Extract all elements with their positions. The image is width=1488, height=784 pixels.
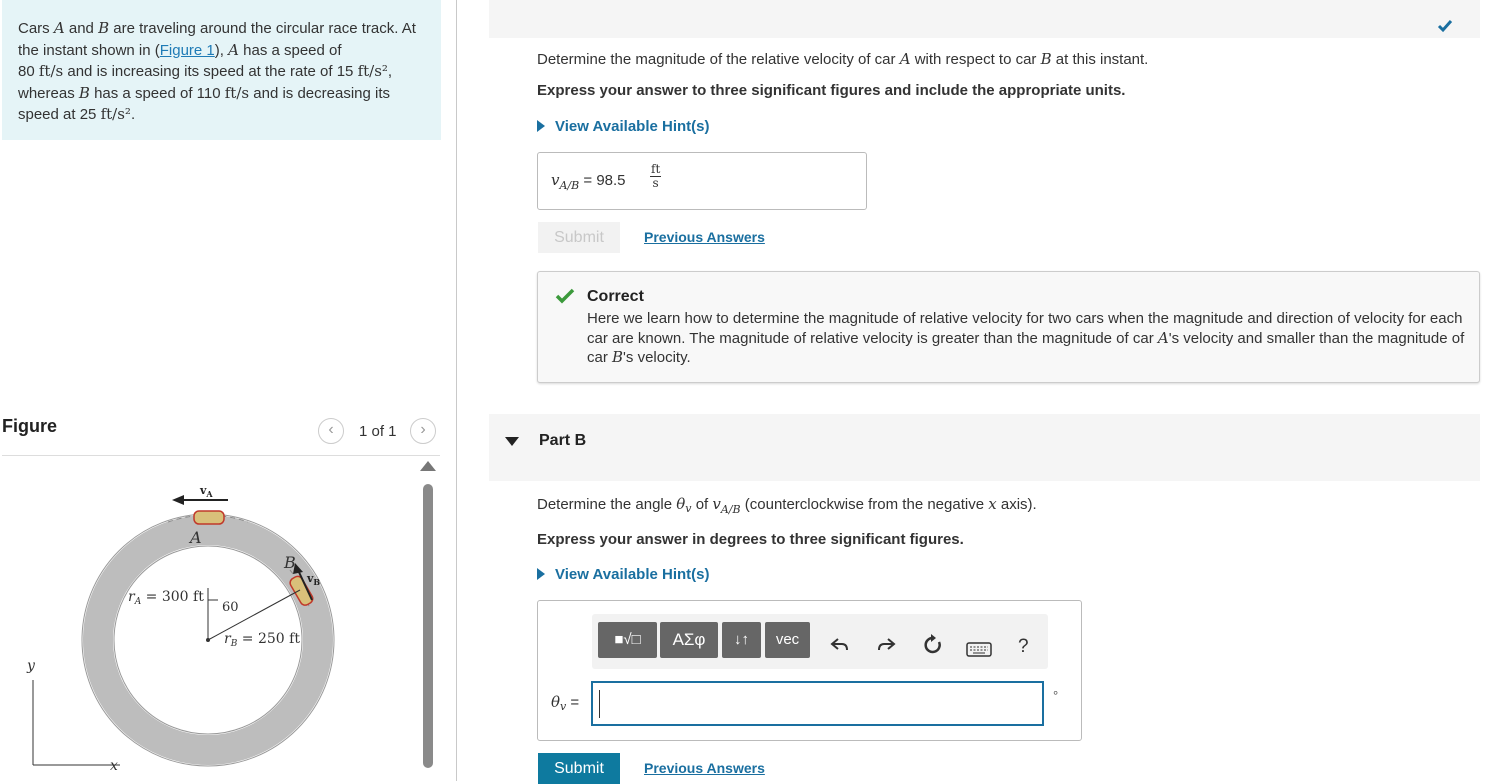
part-a-answer-box[interactable] — [537, 152, 867, 210]
correct-check-icon — [555, 288, 575, 304]
expand-icon — [537, 120, 545, 132]
unit: ft/s — [38, 62, 64, 80]
unit: ft/s² — [357, 62, 388, 80]
part-a-instruction: Express your answer to three significant figures and include the appropriate units. — [537, 82, 1126, 99]
part-b-answer-label: $\theta_v$ = — [551, 693, 580, 713]
part-b-submit-button[interactable]: Submit — [538, 753, 620, 784]
label-vb: $v_B$ — [307, 572, 321, 587]
problem-text: , whereas — [18, 63, 393, 102]
redo-icon[interactable] — [876, 636, 896, 652]
label-y: y — [27, 658, 35, 674]
scroll-up-arrow[interactable] — [420, 461, 436, 471]
arrows-button[interactable]: ↓↑ — [722, 622, 761, 658]
feedback-panel — [537, 271, 1480, 383]
speed-a-value: 80 — [18, 63, 35, 80]
velocity-a-arrowhead — [172, 495, 184, 505]
part-a-answer-value: 98.5 — [596, 172, 626, 189]
vector-button[interactable]: vec — [765, 622, 810, 658]
part-a-submit-button[interactable]: Submit — [538, 222, 620, 253]
part-b-title: Part B — [539, 432, 587, 449]
prev-figure-button[interactable]: ‹ — [318, 418, 344, 444]
problem-text: . — [130, 106, 136, 123]
part-b-previous-answers-link[interactable]: Previous Answers — [644, 760, 765, 776]
label-a: A — [190, 528, 202, 547]
problem-text: are traveling around the circular race track. At the instant shown in ( — [18, 20, 416, 59]
text-caret — [599, 690, 600, 718]
label-b: B — [284, 553, 296, 572]
collapse-icon[interactable] — [505, 437, 519, 446]
problem-text: Cars — [18, 20, 50, 37]
part-b-hint-link[interactable]: View Available Hint(s) — [537, 566, 710, 583]
part-a-previous-answers-link[interactable]: Previous Answers — [644, 229, 765, 245]
greek-letters-button[interactable]: ΑΣφ — [660, 622, 718, 658]
problem-text: and is increasing its speed at the rate of 15 — [67, 63, 354, 80]
part-b-question: Determine the angle $\theta_v$ of $v_{A/B}$ (counterclockwise from the negative x axis). — [537, 495, 1037, 516]
figure-title: Figure — [2, 416, 58, 436]
expand-icon — [537, 568, 545, 580]
check-icon — [1437, 19, 1453, 33]
race-track-figure — [0, 460, 420, 781]
car-a — [194, 511, 224, 524]
part-a-answer: $v_{A/B} = 98.5$ — [551, 171, 626, 192]
part-b-answer-input[interactable] — [591, 681, 1044, 726]
unit: ft/s² — [100, 105, 131, 123]
label-rb: $r_B = 250$ ft — [224, 631, 300, 649]
center-point — [206, 638, 210, 642]
unit: ft/s — [224, 83, 250, 102]
feedback-body: Here we learn how to determine the magnitude of relative velocity for two cars when the magnitude and direction of velocity for each car are known. The magnitude of relative velocity is greater than the magnitude of car A's velocity and smaller than the magnitude of car B's velocity. — [587, 310, 1465, 366]
scrollbar-thumb[interactable] — [423, 484, 433, 768]
figure-pager: 1 of 1 — [359, 423, 397, 440]
problem-statement — [2, 0, 441, 140]
templates-button[interactable]: ■√□ — [598, 622, 657, 658]
help-button[interactable]: ? — [1018, 636, 1029, 657]
divider — [2, 455, 440, 456]
part-a-question: Determine the magnitude of the relative velocity of car A with respect to car B at this instant. — [537, 50, 1149, 68]
car-b-symbol: B — [78, 83, 90, 102]
part-b-instruction: Express your answer in degrees to three significant figures. — [537, 531, 964, 548]
keyboard-icon[interactable] — [966, 642, 992, 658]
label-angle: 60 — [222, 600, 239, 615]
problem-text: ), — [214, 41, 224, 59]
pane-divider[interactable] — [456, 0, 457, 781]
math-toolbar — [592, 614, 1048, 669]
label-va: $v_A$ — [200, 484, 213, 499]
problem-text: has a speed of — [243, 41, 342, 59]
car-b-symbol: B — [98, 19, 110, 37]
part-b-header[interactable] — [489, 414, 1480, 481]
problem-text: and — [68, 20, 94, 37]
feedback-title: Correct — [587, 288, 644, 305]
part-a-header[interactable] — [489, 0, 1480, 38]
next-figure-button[interactable]: › — [410, 418, 436, 444]
reset-icon[interactable] — [922, 634, 944, 656]
degree-unit: ° — [1053, 688, 1059, 703]
car-a-symbol: A — [228, 40, 239, 59]
problem-text: and is decreasing its speed at 25 — [18, 84, 391, 123]
car-a-symbol: A — [53, 19, 65, 37]
figure-link[interactable]: Figure 1 — [159, 41, 215, 59]
answer-unit: ft s — [651, 162, 661, 190]
part-a-hint-link[interactable]: View Available Hint(s) — [537, 118, 710, 135]
label-x: x — [110, 758, 118, 774]
undo-icon[interactable] — [830, 636, 850, 652]
problem-text: has a speed of 110 — [94, 84, 221, 102]
label-ra: $r_A = 300$ ft — [128, 589, 204, 607]
